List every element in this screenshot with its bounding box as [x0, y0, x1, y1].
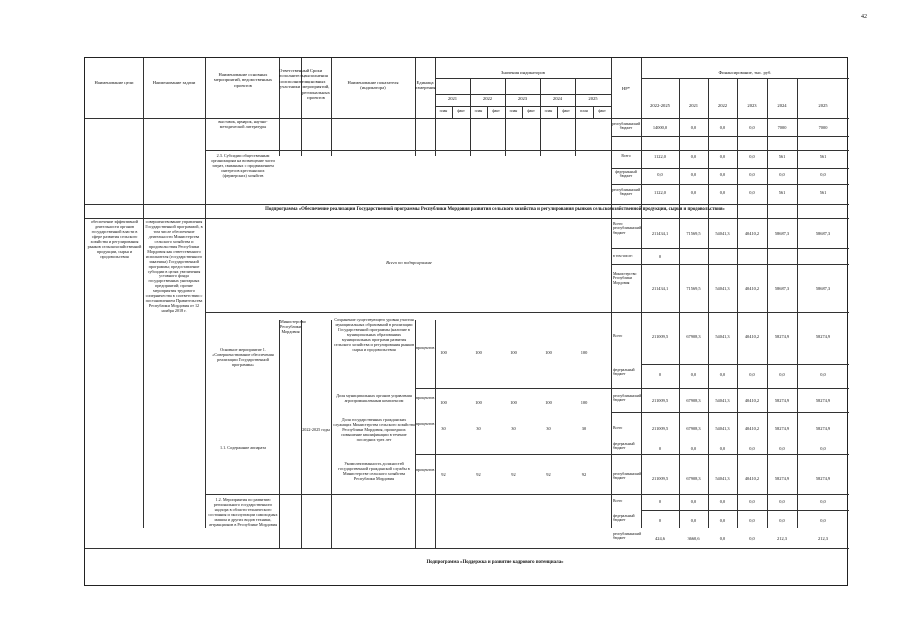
header-plan: план	[439, 109, 448, 113]
col-divider	[797, 78, 798, 528]
fin-value: 0	[658, 518, 662, 523]
indicator-value: 100	[475, 350, 482, 355]
fin-value: 58274,9	[774, 398, 790, 403]
source-label: Всего	[613, 426, 623, 430]
fin-value: 40410,2	[744, 231, 760, 236]
indicator-value: 100	[580, 350, 588, 355]
header-values: Значения индикаторов	[501, 70, 545, 75]
fin-value: 0,0	[719, 499, 726, 504]
header-responsible: Ответственный исполнитель, соисполнители, участники	[279, 68, 310, 90]
fin-value: 0,0	[719, 372, 726, 377]
fin-value: 0,0	[749, 536, 755, 541]
header-fact: факт	[492, 109, 500, 113]
indicator-value: 30	[546, 426, 551, 431]
header-unit: Единица измерения	[415, 80, 436, 91]
measure-1-2: 1.2. Мероприятия по развитию регионального государственного надзора в области технического состояния и эксплуатации самоходных машин и других видов техники, аттракционов в Республике Мордовия	[208, 497, 278, 527]
col-divider	[767, 78, 768, 528]
header-fin-year: 2023	[747, 103, 757, 108]
header-year: 2022	[482, 96, 493, 101]
fin-value: 0	[658, 372, 662, 377]
fin-value: 67908,3	[686, 476, 701, 481]
col-divider	[301, 320, 302, 548]
indicator-value: 92	[546, 472, 551, 477]
fin-value: 561	[778, 190, 786, 195]
fin-value: 211009,5	[651, 426, 669, 431]
fin-value: 0,0	[719, 536, 726, 541]
fin-value: 67908,3	[686, 426, 701, 431]
subprogram-total-label: Всего по подпрограмме	[386, 260, 432, 265]
page-number: 42	[861, 14, 867, 20]
fin-value: 0,0	[749, 372, 755, 377]
fin-value: 58274,9	[774, 334, 790, 339]
responsible: Министерство Республики Мордовия	[280, 319, 306, 334]
program-table	[84, 57, 848, 586]
indicator-value: 30	[476, 426, 481, 431]
indicator-unit: процентов	[415, 345, 435, 350]
source-label: федеральный бюджет	[613, 514, 635, 523]
fin-value: 211434,1	[651, 286, 669, 291]
fin-value: 58274,9	[815, 398, 831, 403]
header-fin-year: 2025	[818, 103, 828, 108]
fin-value: 0	[658, 254, 662, 259]
header-year: 2025	[588, 96, 598, 101]
fin-value: 40410,2	[744, 286, 760, 291]
fin-value: 54041,3	[715, 231, 730, 236]
fin-value: 0,0	[690, 499, 697, 504]
header-fin-year: 2022-2025	[650, 103, 670, 108]
source-label: республиканский бюджет	[612, 188, 641, 197]
fin-value: 58687,3	[815, 231, 831, 236]
source-label: республиканский бюджет	[613, 394, 642, 403]
row-divider	[415, 454, 849, 455]
fin-value: 58687,3	[774, 286, 790, 291]
indicator-value: 100	[580, 400, 588, 405]
indicator-value: 92	[441, 472, 446, 477]
fin-value: 0,0	[779, 372, 785, 377]
fin-value: 211009,5	[651, 398, 669, 403]
fin-value: 58274,9	[774, 426, 790, 431]
fin-value: 0,0	[749, 190, 755, 195]
fin-value: 0,0	[820, 446, 826, 451]
fin-value: 40410,2	[744, 426, 760, 431]
indicator-value: 30	[511, 426, 516, 431]
indicator-name: Укомплектованность должностей государственной гражданской службы в Министерстве сельского хозяйства Республики Мордовия	[338, 461, 410, 481]
source-label: в том числе:	[613, 254, 633, 258]
source-label: Всего	[621, 154, 631, 158]
row-divider	[611, 168, 849, 169]
indicator-value: 100	[440, 350, 447, 355]
fin-value: 0,0	[719, 154, 726, 159]
indicator-value: 92	[476, 472, 481, 477]
fin-value: 424,6	[655, 536, 665, 541]
fin-value: 0,0	[779, 172, 785, 177]
indicator-value: 100	[545, 350, 552, 355]
fin-value: 0,0	[690, 125, 697, 130]
source-label: Всего: республиканский бюджет	[613, 222, 642, 235]
indicator-name: Сохранение существующего уровня участия муниципальных образований в реализации Государственной программы (наличие в муниципальных образованиях муниципальных программ развития сельского хозяйства и регулирования рынков сырья и продовольствия	[333, 317, 415, 352]
fin-value: 0,0	[719, 446, 726, 451]
fin-value: 7000	[818, 125, 828, 130]
fin-value: 58274,9	[815, 476, 831, 481]
header-plan: план	[580, 109, 588, 113]
fin-value: 0,0	[690, 372, 697, 377]
indicator-value: 100	[440, 400, 447, 405]
fin-value: 7000	[777, 125, 787, 130]
fin-value: 0,0	[690, 518, 697, 523]
sub-measure-2-3: 2.3. Субсидии общественным организациям на возмещение части затрат, связанных с продвижением интересов крестьянских (фермерских) хозяйств	[211, 153, 275, 178]
row-divider	[611, 264, 849, 265]
col-divider	[679, 78, 680, 528]
row-divider	[435, 94, 611, 95]
row-divider	[611, 184, 849, 185]
fin-value: 0,0	[657, 172, 663, 177]
fin-value: 67908,3	[686, 334, 701, 339]
fin-value: 71569,5	[686, 231, 701, 236]
fin-value: 1122,0	[654, 154, 666, 159]
subprogram-title: Подпрограмма «Обеспечение реализации Государственной программы Республики Мордовия развития сельского хозяйства и регулирования рынков сельскохозяйственной продукции, сырья и продовольствия»	[265, 207, 725, 212]
fin-value: 0,0	[820, 172, 826, 177]
fin-value: 0,0	[749, 172, 755, 177]
fin-value: 211434,1	[651, 231, 669, 236]
source-label: федеральный бюджет	[613, 442, 635, 451]
fin-value: 14000,0	[652, 125, 668, 130]
header-plan: план	[509, 109, 518, 113]
header-financing: Финансирование, тыс. руб.	[718, 70, 772, 75]
header-fin-year: 2022	[717, 103, 728, 108]
fin-value: 0,0	[749, 446, 755, 451]
fin-value: 0,0	[690, 172, 697, 177]
fin-value: 54041,3	[715, 426, 730, 431]
col-divider	[540, 78, 541, 156]
fin-value: 0,0	[690, 154, 697, 159]
col-divider	[708, 78, 709, 528]
fin-value: 54041,3	[715, 334, 730, 339]
row-divider	[205, 150, 849, 151]
fin-value: 58274,9	[815, 426, 831, 431]
indicator-value: 100	[510, 350, 517, 355]
fin-value: 0,0	[820, 518, 826, 523]
row-divider	[611, 248, 849, 249]
fin-value: 561	[819, 190, 827, 195]
fin-value: 40410,2	[744, 398, 760, 403]
source-label: республиканский бюджет	[613, 532, 642, 541]
header-year: 2024	[552, 96, 563, 101]
indicator-value: 92	[511, 472, 516, 477]
header-measures: Наименование основных мероприятий, ведомственных проектов	[213, 72, 273, 88]
indicator-name: Доля государственных гражданских служащих Министерства сельского хозяйства Республики Мордовия, прошедших повышение квалификации в течение последних трех лет	[333, 417, 415, 442]
col-divider	[331, 58, 332, 156]
col-divider	[415, 58, 416, 156]
indicator-value: 100	[475, 400, 482, 405]
fin-value: 0,0	[719, 190, 726, 195]
fin-value: 54041,3	[715, 476, 730, 481]
row-divider	[641, 364, 849, 365]
indicator-value: 100	[510, 400, 517, 405]
fin-value: 561	[778, 154, 786, 159]
fin-value: 0,0	[779, 499, 785, 504]
row-divider	[611, 412, 849, 413]
header-task: Наименование задачи	[152, 80, 196, 85]
header-bottom-line	[85, 118, 849, 119]
fin-value: 58274,9	[815, 334, 831, 339]
source-label: республиканский бюджет	[612, 122, 641, 131]
col-divider	[205, 58, 206, 528]
col-divider	[331, 320, 332, 548]
indicator-value: 100	[545, 400, 552, 405]
fin-value: 0,0	[820, 372, 826, 377]
col-divider	[415, 320, 416, 548]
header-fin-year: 2024	[777, 103, 787, 108]
header-nr: НР*	[621, 86, 631, 91]
fin-value: 212,3	[818, 536, 828, 541]
row-divider	[641, 510, 849, 511]
fin-value: 54041,3	[715, 286, 730, 291]
measure-tail: выставок, ярмарок, научно-методической литературы	[218, 119, 268, 129]
col-divider	[143, 58, 144, 528]
indicator-unit: процентов	[415, 467, 435, 472]
header-year: 2021	[447, 96, 458, 101]
fin-value: 0,0	[749, 499, 755, 504]
source-label: Всего	[613, 499, 623, 503]
header-plan: план	[474, 109, 483, 113]
indicator-value: 92	[581, 472, 587, 477]
header-fact: факт	[457, 109, 465, 113]
source-label: федеральный бюджет	[615, 170, 637, 179]
task-text: совершенствование управления Государственной программой, в том числе обеспечение деятельности Министерства сельского хозяйства и продовольствия Республики Мордовия как ответственного исполнителя (государственного заказчика) Государственной программы; предоставление субсидии в целях увеличения уставного фонда государственных унитарных предприятий; прочие мероприятия трудового соперничества в соответствии с постановлением Правительства Республики Мордовия от 12 ноября 2018 г.	[145, 219, 203, 314]
header-program: Наименование цели	[94, 80, 134, 85]
header-indicator: Наименование показателя (индикатора)	[347, 80, 399, 91]
indicator-unit: процентов	[415, 395, 435, 400]
fin-value: 54041,3	[715, 398, 730, 403]
fin-value: 211009,5	[651, 476, 669, 481]
fin-value: 0,0	[690, 190, 697, 195]
fin-value: 0,0	[749, 518, 755, 523]
row-divider	[435, 78, 611, 79]
col-divider	[575, 78, 576, 156]
fin-value: 0,0	[749, 154, 755, 159]
fin-value: 0,0	[820, 499, 826, 504]
indicator-value: 30	[581, 426, 587, 431]
source-label: Всего	[613, 334, 623, 338]
fin-value: 71569,5	[686, 286, 701, 291]
col-divider	[470, 78, 471, 156]
footer-subprogram-title: Подпрограмма «Поддержка и развитие кадрового потенциала»	[426, 560, 564, 565]
row-divider	[641, 78, 849, 79]
fin-value: 0,0	[719, 172, 726, 177]
header-fact: факт	[598, 109, 606, 113]
fin-value: 58274,9	[774, 476, 790, 481]
fin-value: 58687,3	[774, 231, 790, 236]
row-divider	[85, 204, 849, 205]
fin-value: 0,0	[690, 446, 697, 451]
col-divider	[505, 78, 506, 156]
row-divider	[435, 106, 611, 107]
source-label: Министерство Республики Мордовия	[613, 272, 637, 285]
header-year: 2023	[517, 96, 528, 101]
goal-text: обеспечение эффективной деятельности органов государственной власти в сфере развития сельского хозяйства и регулирования рынков сельскохозяйственной продукции, сырья и продовольствия	[87, 219, 142, 259]
indicator-name: Доля муниципальных органов управления агропромышленным комплексом	[336, 393, 412, 403]
fin-value: 211009,5	[651, 334, 669, 339]
row-divider	[85, 548, 849, 549]
col-divider	[279, 320, 280, 548]
source-label: федеральный бюджет	[613, 368, 635, 377]
main-measure-1: Основное мероприятие 1. «Совершенствование обеспечения реализации Государственной программы»	[212, 347, 274, 367]
fin-value: 561	[819, 154, 827, 159]
fin-value: 0,0	[779, 518, 785, 523]
indicator-value: 30	[441, 426, 446, 431]
fin-value: 0,0	[719, 125, 726, 130]
header-fact: факт	[562, 109, 570, 113]
row-divider	[205, 494, 849, 495]
fin-value: 0,0	[749, 125, 755, 130]
row-divider	[611, 136, 849, 137]
measure-1-1: 1.1. Содержание аппарата	[219, 445, 267, 450]
header-plan: план	[544, 109, 553, 113]
fin-value: 0,0	[779, 446, 785, 451]
deadline: 2022-2025 годы	[302, 427, 330, 432]
fin-value: 1122,0	[654, 190, 666, 195]
fin-value: 0	[658, 446, 662, 451]
fin-value: 40410,2	[744, 334, 760, 339]
header-fact: факт	[527, 109, 535, 113]
header-fin-year: 2021	[688, 103, 699, 108]
col-divider	[737, 78, 738, 528]
fin-value: 58687,3	[815, 286, 831, 291]
source-label: республиканский бюджет	[613, 472, 642, 481]
indicator-unit: процентов	[415, 421, 435, 426]
fin-value: 0,0	[719, 518, 726, 523]
fin-value: 212,3	[777, 536, 787, 541]
fin-value: 3660,6	[687, 536, 700, 541]
fin-value: 40410,2	[744, 476, 760, 481]
fin-value: 0	[658, 499, 662, 504]
row-divider	[205, 312, 849, 313]
fin-value: 67908,3	[686, 398, 701, 403]
row-divider	[415, 388, 849, 389]
header-deadline: Сроки выполнения основных мероприятий, региональных проектов	[302, 68, 330, 101]
